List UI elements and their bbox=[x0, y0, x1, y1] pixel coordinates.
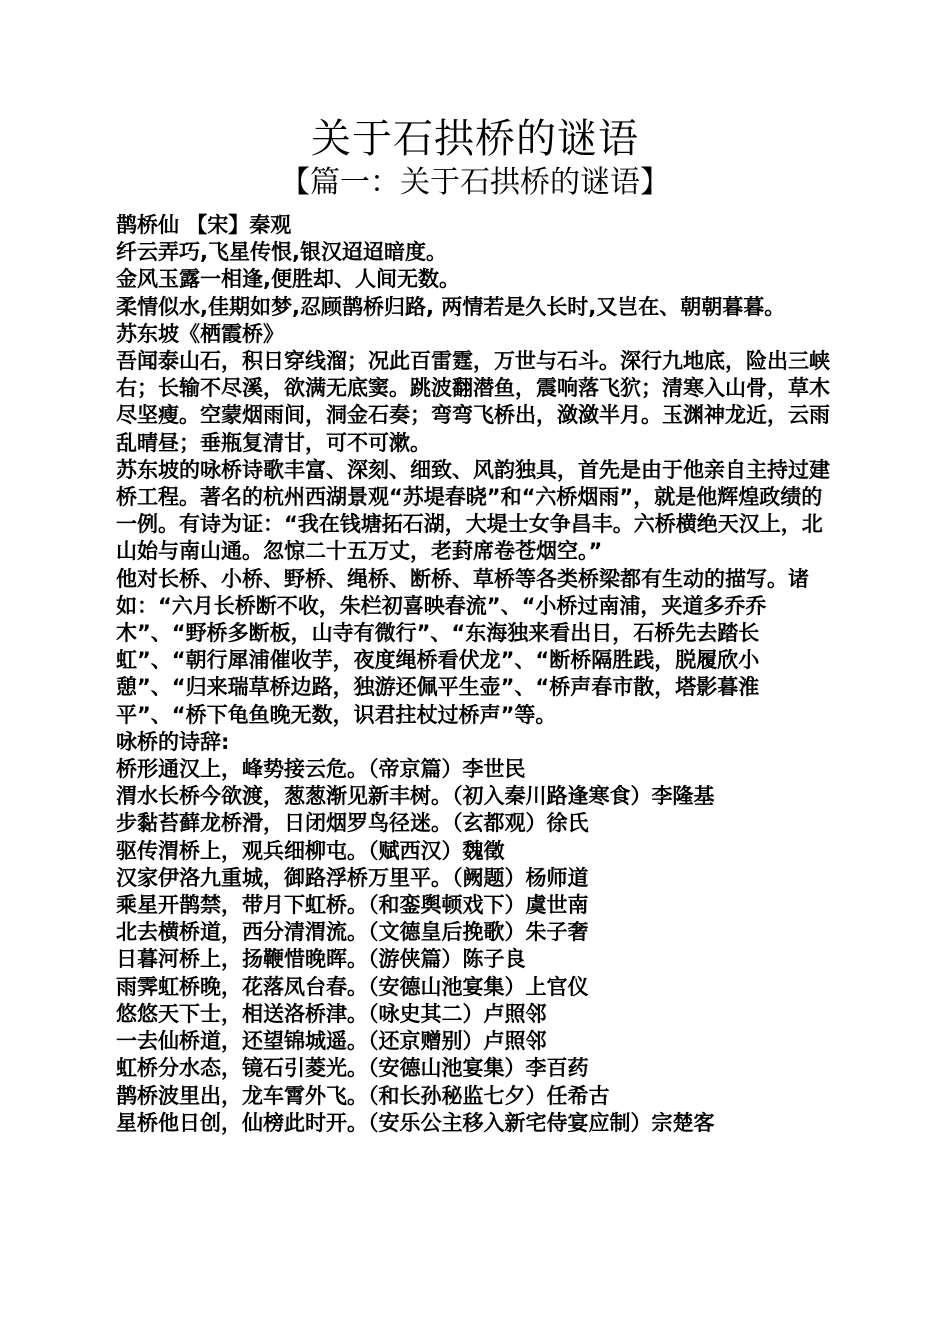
document-title: 关于石拱桥的谜语 bbox=[311, 116, 639, 162]
paragraph: 柔情似水,佳期如梦,忍顾鹊桥归路, 两情若是久长时,又岂在、朝朝暮暮。 bbox=[116, 294, 786, 319]
poem-line: 汉家伊洛九重城，御路浮桥万里平。（阙题）杨师道 bbox=[116, 865, 589, 890]
poem-line: 虹桥分水态，镜石引菱光。（安德山池宴集）李百药 bbox=[116, 1056, 589, 1081]
poem-line: 日暮河桥上，扬鞭惜晚晖。（游侠篇）陈子良 bbox=[116, 947, 526, 972]
poem-line: 北去横桥道，西分清渭流。（文德皇后挽歌）朱子奢 bbox=[116, 920, 589, 945]
paragraph: 咏桥的诗辞: bbox=[116, 729, 230, 754]
poem-line: 雨霁虹桥晚，花落凤台春。（安德山池宴集）上官仪 bbox=[116, 974, 589, 999]
poem-line: 步黏苔藓龙桥滑，日闭烟罗鸟径迷。（玄都观）徐氏 bbox=[116, 811, 589, 836]
poem-line: 悠悠天下士，相送洛桥津。（咏史其二）卢照邻 bbox=[116, 1001, 547, 1026]
poem-line: 星桥他日创，仙榜此时开。（安乐公主移入新宅侍宴应制）宗楚客 bbox=[116, 1110, 715, 1135]
poem-line: 乘星开鹊禁，带月下虹桥。（和銮舆顿戏下）虞世南 bbox=[116, 893, 589, 918]
poem-line: 渭水长桥今欲渡，葱葱渐见新丰树。（初入秦川路逢寒食）李隆基 bbox=[116, 784, 715, 809]
paragraph: 苏东坡《栖霞桥》 bbox=[116, 321, 284, 346]
poem-line: 驱传渭桥上，观兵细柳屯。（赋西汉）魏徵 bbox=[116, 838, 505, 863]
document-body bbox=[116, 212, 838, 1137]
poem-line: 桥形通汉上，峰势接云危。（帝京篇）李世民 bbox=[116, 757, 526, 782]
paragraph: 鹊桥仙 【宋】秦观 bbox=[116, 213, 292, 237]
paragraph: 他对长桥、小桥、野桥、绳桥、断桥、草桥等各类桥梁都有生动的描写。诸如：“六月长桥断不收，朱栏初喜映春流”、“小桥过南浦，夹道多乔乔木”、“野桥多断板，山寺有微行”、“东海独来看出日，石桥先去踏长虹”、“朝行犀浦催收芋，夜度绳桥看伏龙”、“断桥隔胜践，脱履欣小憩”、“归来瑞草桥边路，独游还佩平生壶”、“桥声春市散，塔影暮淮平”、“桥下龟鱼晚无数，识君拄杖过桥声”等。 bbox=[116, 566, 809, 727]
paragraph: 苏东坡的咏桥诗歌丰富、深刻、细致、风韵独具，首先是由于他亲自主持过建桥工程。著名的杭州西湖景观“苏堤春晓”和“六桥烟雨”，就是他辉煌政绩的一例。有诗为证：“我在钱塘拓石湖，大堤士女争昌丰。六桥横绝天汉上，北山始与南山通。忽惊二十五万丈，老葑席卷苍烟空。” bbox=[116, 457, 830, 564]
poem-line: 一去仙桥道，还望锦城遥。（还京赠别）卢照邻 bbox=[116, 1029, 547, 1054]
paragraph: 金风玉露一相逢,便胜却、人间无数。 bbox=[116, 267, 460, 292]
poem-list bbox=[116, 756, 838, 1137]
paragraph: 吾闻泰山石，积日穿线溜；况此百雷霆，万世与石斗。深行九地底，险出三峡右；长输不尽溪，欲满无底窦。跳波翻潜鱼，震响落飞狖；清寒入山骨，草木尽坚瘦。空蒙烟雨间，洞金石奏；弯弯飞桥出，潋潋半月。玉渊神龙近，云雨乱晴昼；垂瓶复清甘，可不可漱。 bbox=[116, 349, 830, 455]
paragraph: 纤云弄巧,飞星传恨,银汉迢迢暗度。 bbox=[116, 240, 447, 265]
poem-line: 鹊桥波里出，龙车霄外飞。（和长孙秘监七夕）任希古 bbox=[116, 1083, 610, 1108]
document-subtitle: 【篇一：关于石拱桥的谜语】 bbox=[280, 165, 670, 200]
